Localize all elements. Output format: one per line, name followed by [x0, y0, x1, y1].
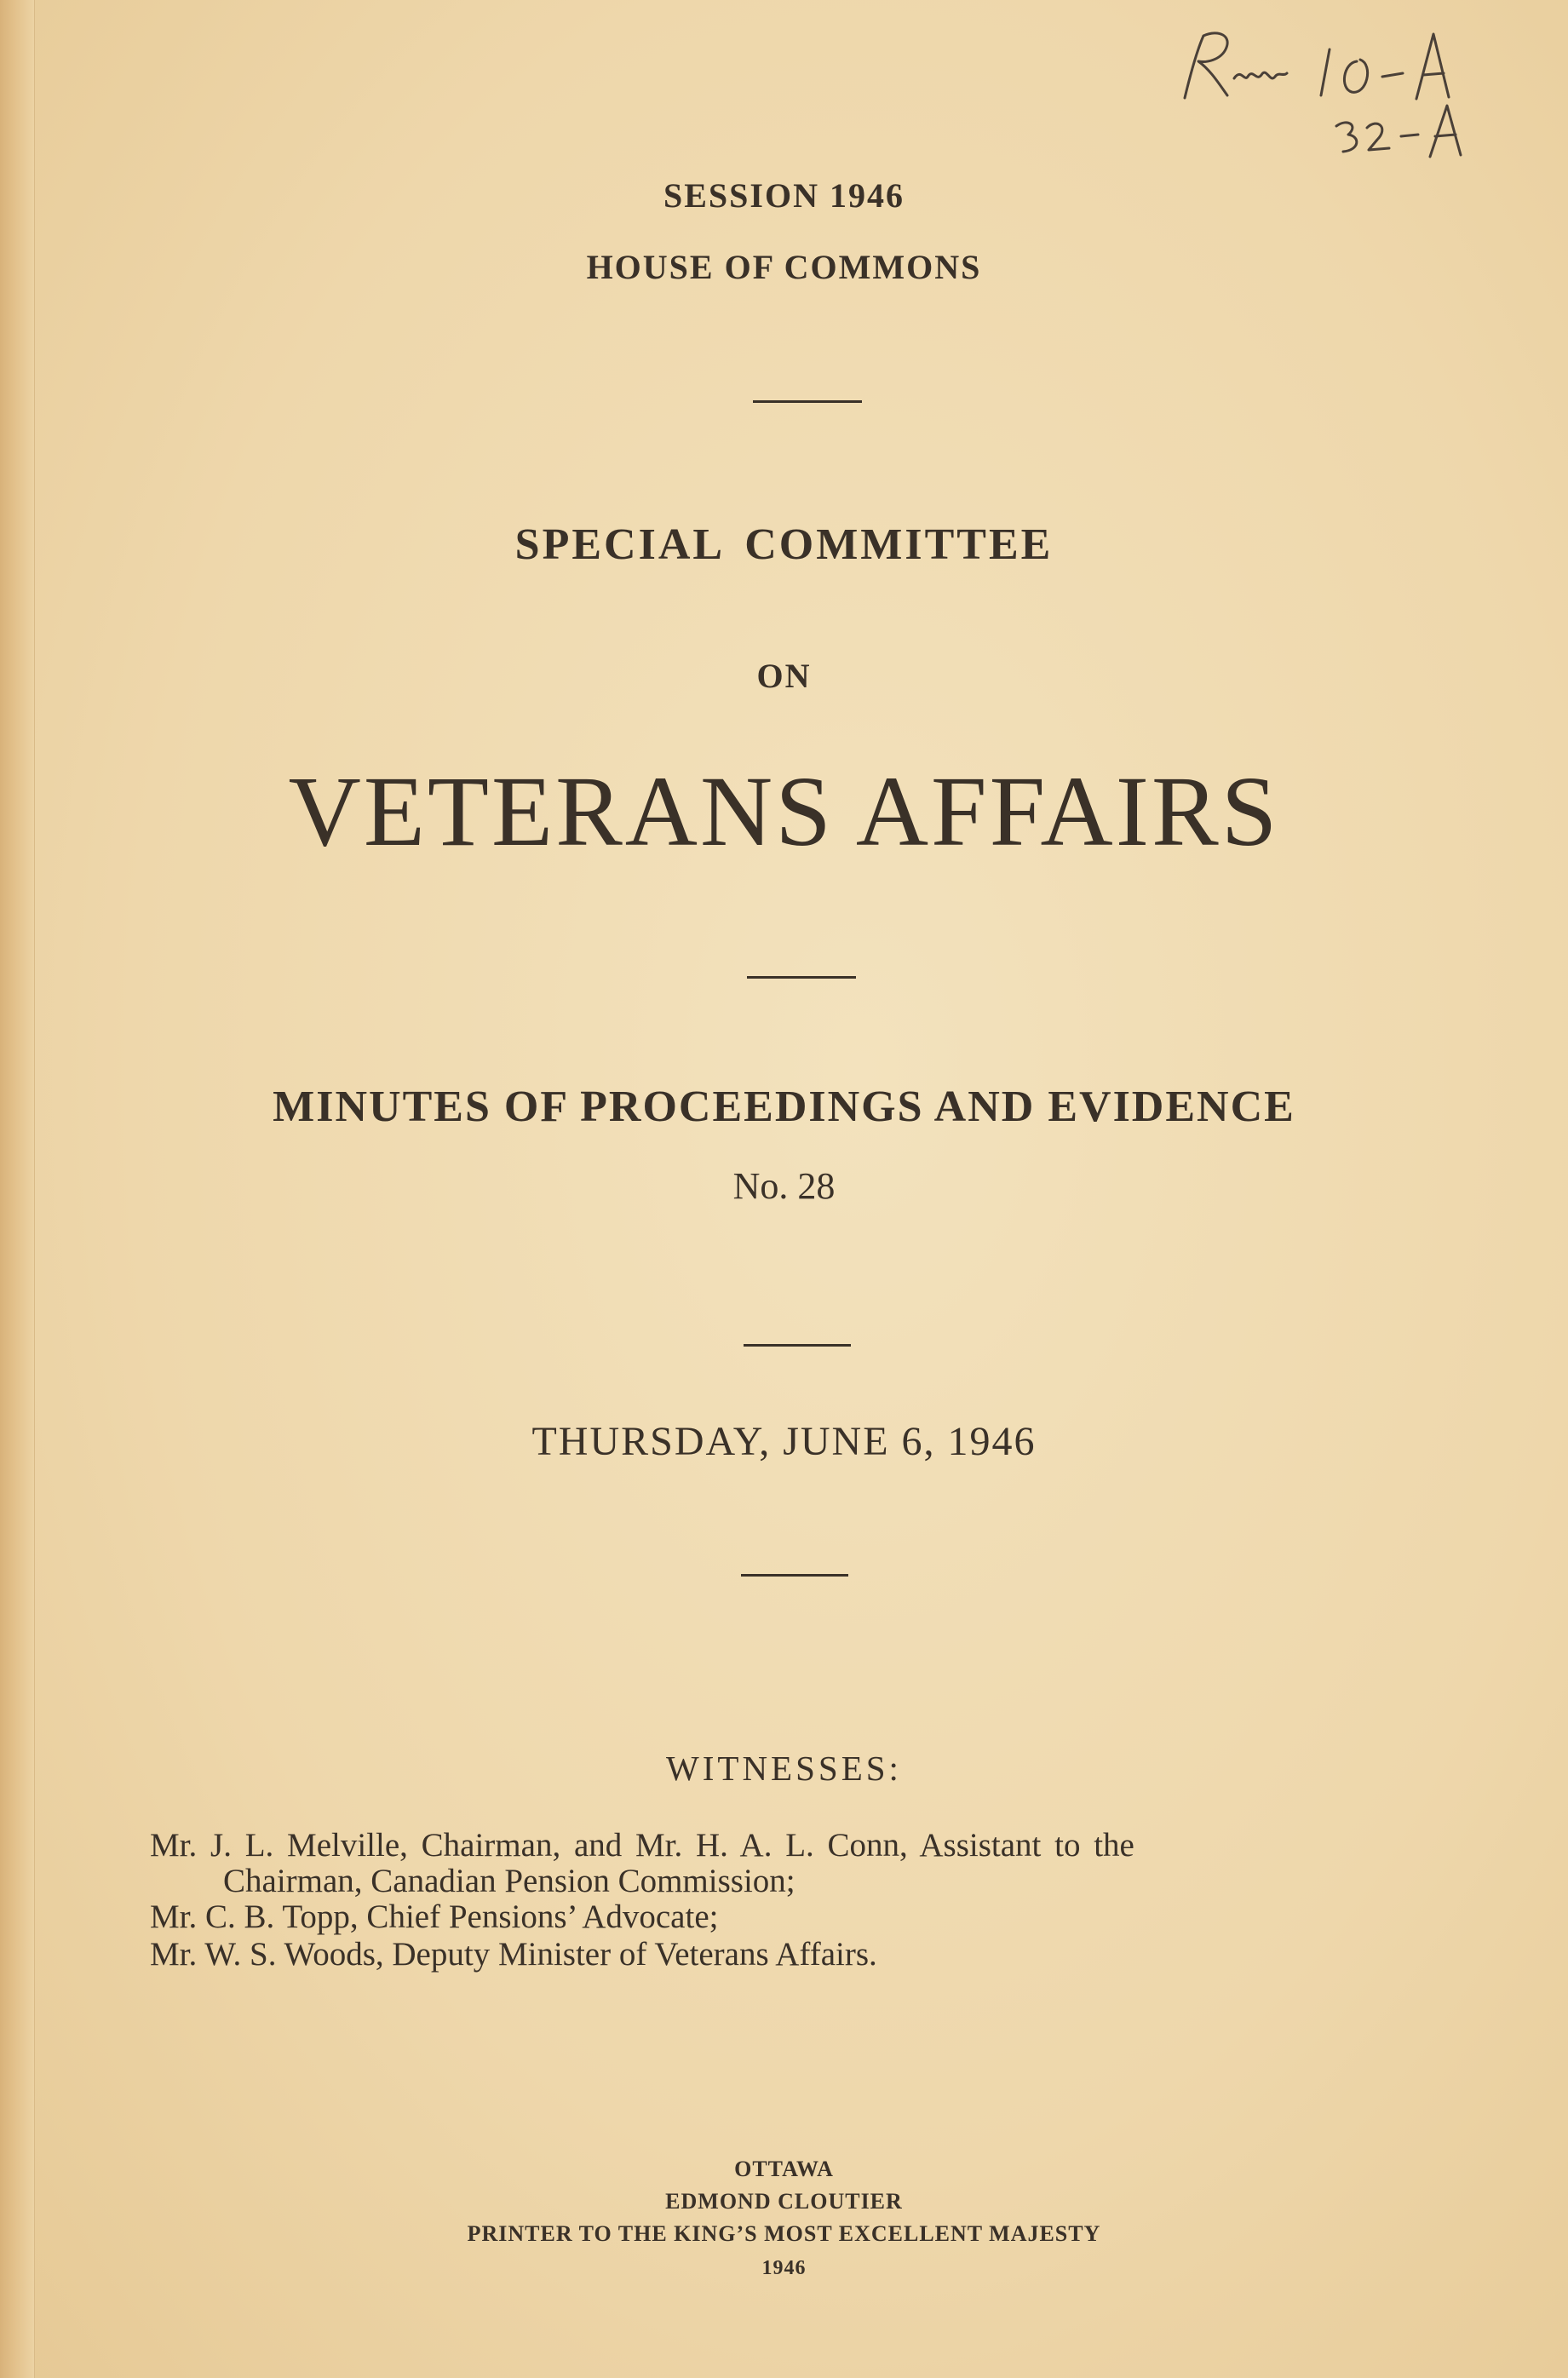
committee-on: ON: [756, 657, 812, 695]
proceedings-heading: MINUTES OF PROCEEDINGS AND EVIDENCE: [273, 1083, 1295, 1131]
imprint-printer: EDMOND CLOUTIER: [665, 2189, 903, 2214]
divider-rule: [744, 1344, 851, 1347]
witness-line: Mr. J. L. Melville, Chairman, and Mr. H. A. L. Conn, Assistant to the: [150, 1827, 1134, 1864]
committee-line: SPECIAL COMMITTEE: [514, 520, 1054, 569]
handwritten-note: [1159, 17, 1517, 162]
document-title: VETERANS AFFAIRS: [288, 755, 1280, 867]
divider-rule: [753, 400, 862, 403]
house-label: HOUSE OF COMMONS: [586, 248, 982, 286]
witness-line: Mr. W. S. Woods, Deputy Minister of Veterans Affairs.: [150, 1936, 877, 1973]
issue-number: No. 28: [732, 1165, 836, 1207]
witness-line: Mr. C. B. Topp, Chief Pensions’ Advocate;: [150, 1898, 719, 1935]
witnesses-heading: WITNESSES:: [666, 1749, 902, 1788]
meeting-date: THURSDAY, JUNE 6, 1946: [531, 1419, 1037, 1464]
divider-rule: [741, 1574, 848, 1577]
imprint-year: 1946: [761, 2257, 807, 2279]
witness-line: Chairman, Canadian Pension Commission;: [223, 1863, 795, 1899]
imprint-title: PRINTER TO THE KING’S MOST EXCELLENT MAJESTY: [467, 2221, 1101, 2246]
session-label: SESSION 1946: [663, 176, 905, 215]
imprint-city: OTTAWA: [734, 2157, 834, 2181]
divider-rule: [747, 976, 856, 979]
